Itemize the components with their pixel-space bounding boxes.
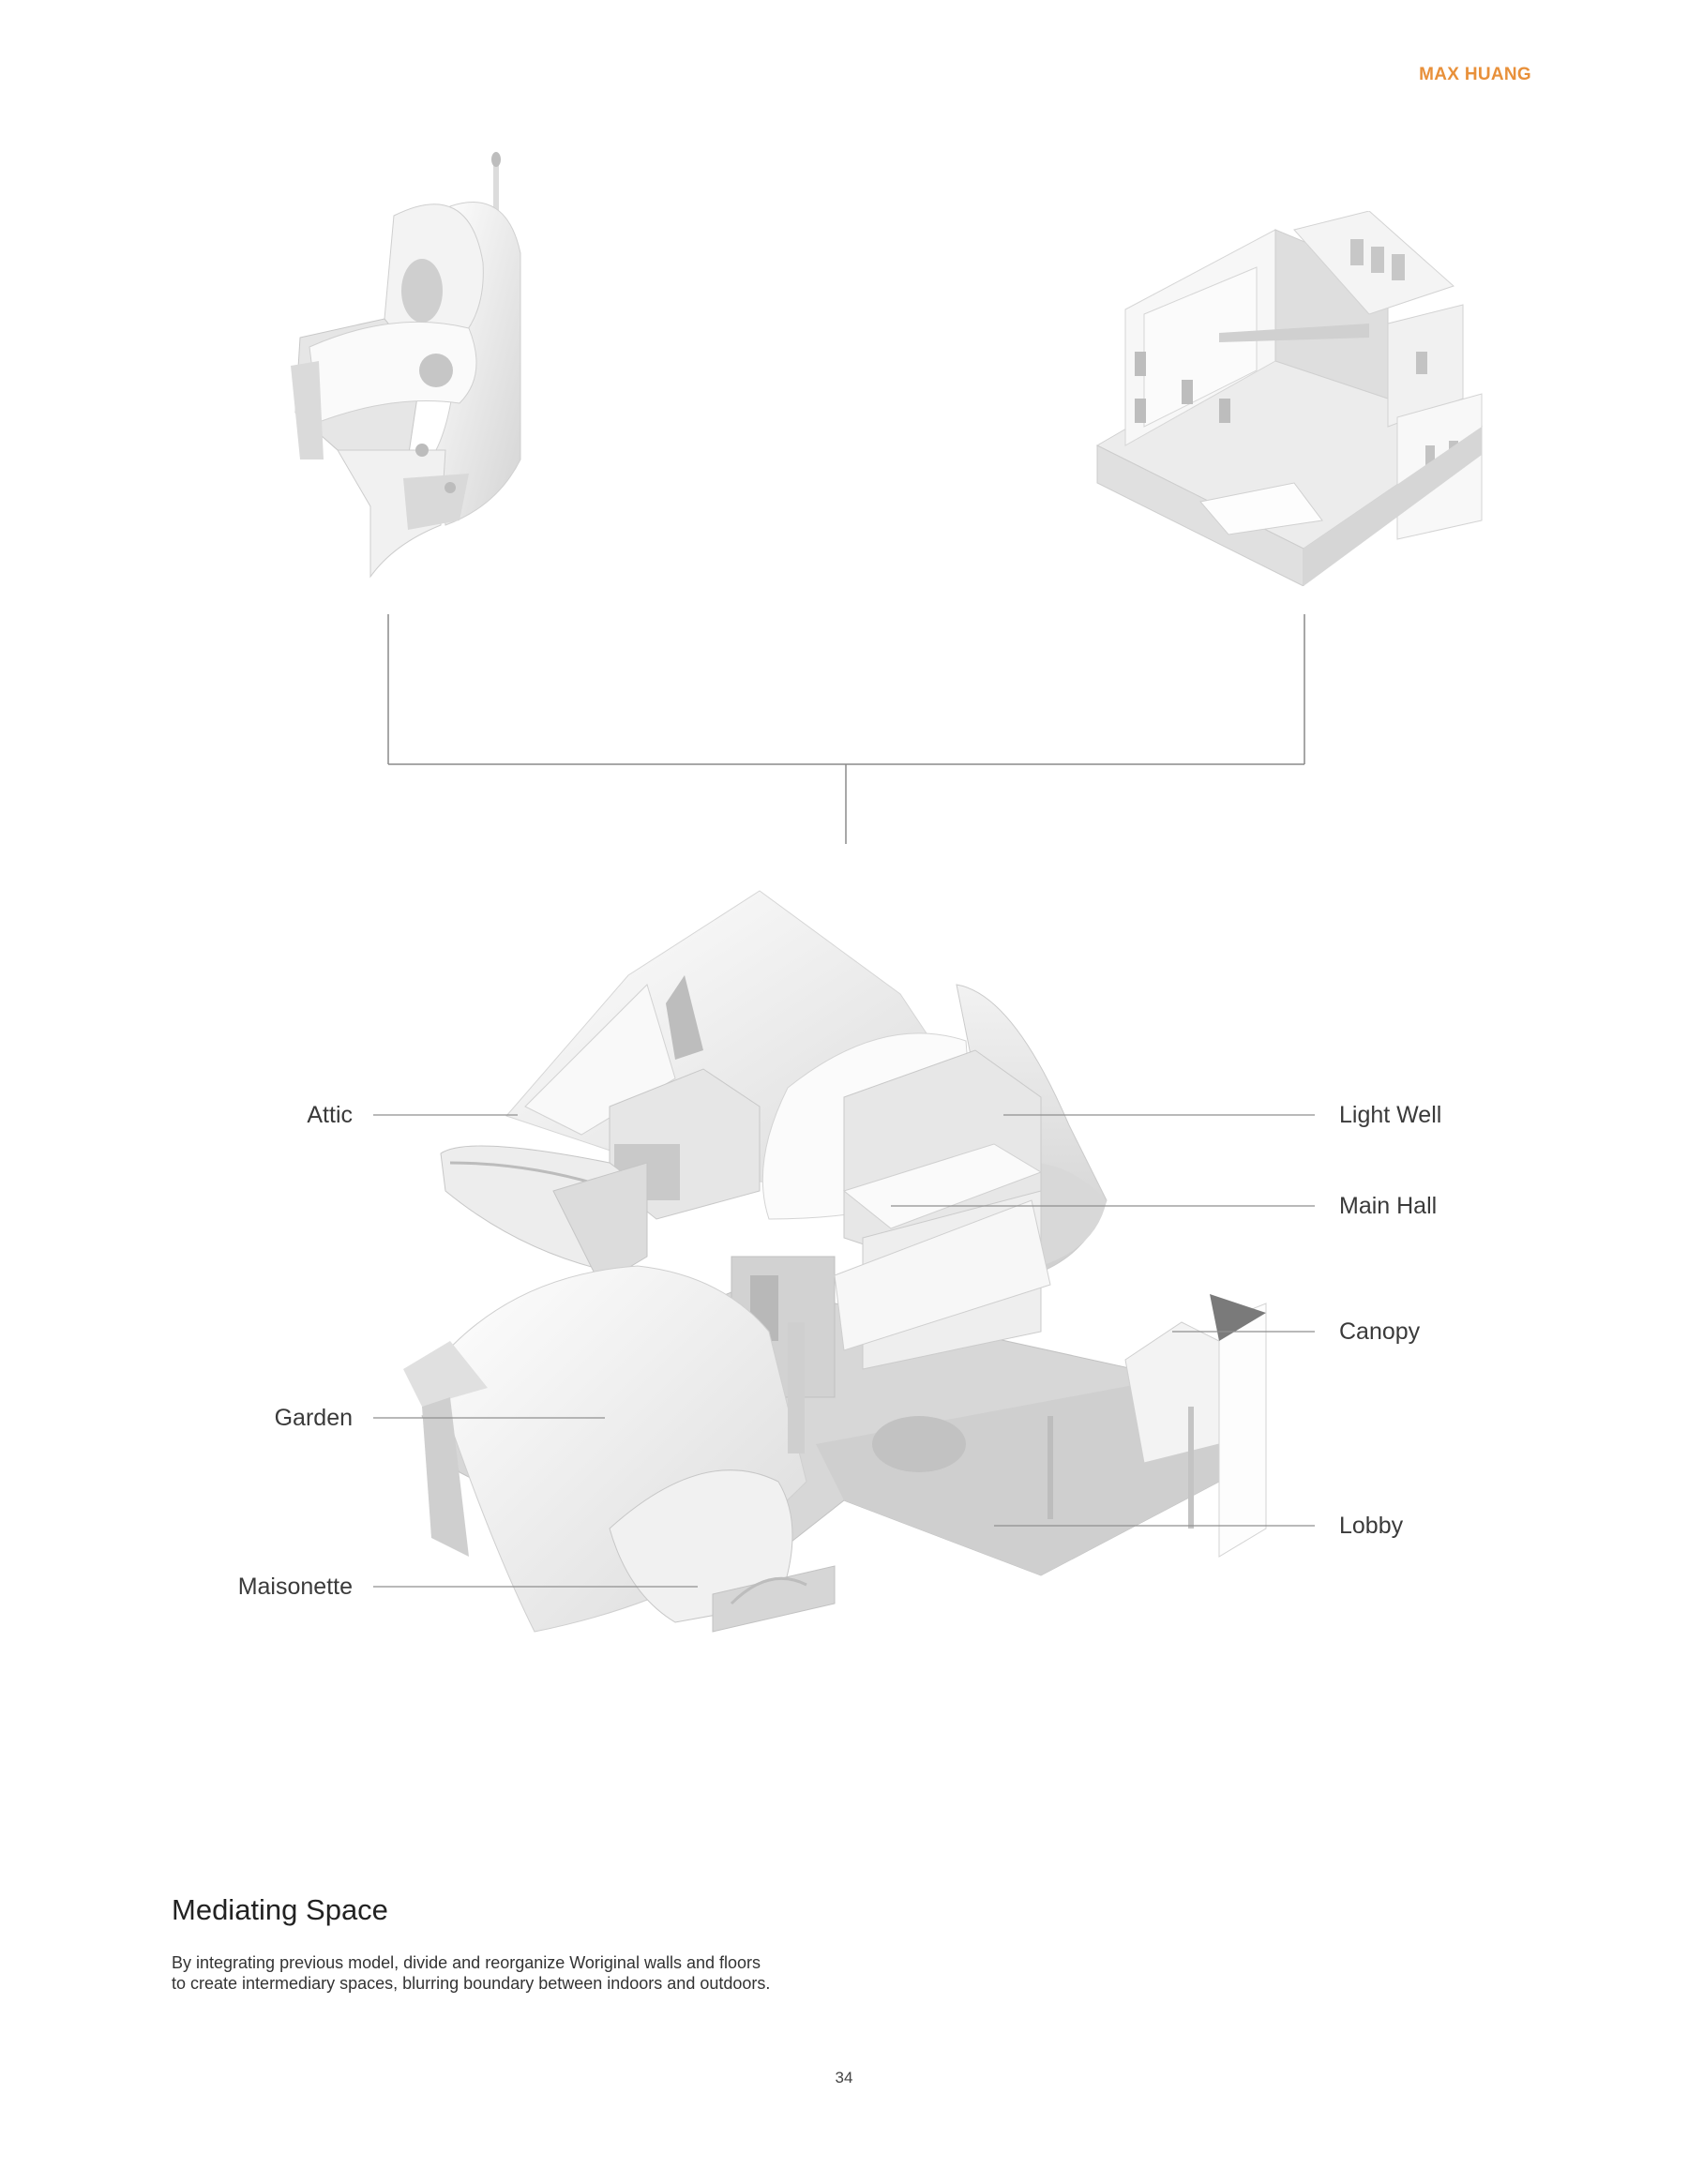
description-line-2: to create intermediary spaces, blurring boundary between indoors and outdoors.: [172, 1974, 771, 1993]
section-description: [172, 1952, 884, 1994]
page-number: 34: [835, 2069, 853, 2086]
label-attic: Attic: [307, 1102, 353, 1128]
label-lobby: Lobby: [1339, 1513, 1404, 1539]
section-title: Mediating Space: [172, 1893, 388, 1926]
description-line-1: By integrating previous model, divide and reorganize Woriginal walls and floors: [172, 1953, 761, 1972]
label-light-well: Light Well: [1339, 1102, 1442, 1128]
label-maisonette: Maisonette: [237, 1574, 353, 1600]
label-garden: Garden: [274, 1405, 353, 1431]
author-name: MAX HUANG: [1419, 65, 1531, 84]
label-canopy: Canopy: [1339, 1318, 1421, 1345]
label-main-hall: Main Hall: [1339, 1193, 1438, 1219]
